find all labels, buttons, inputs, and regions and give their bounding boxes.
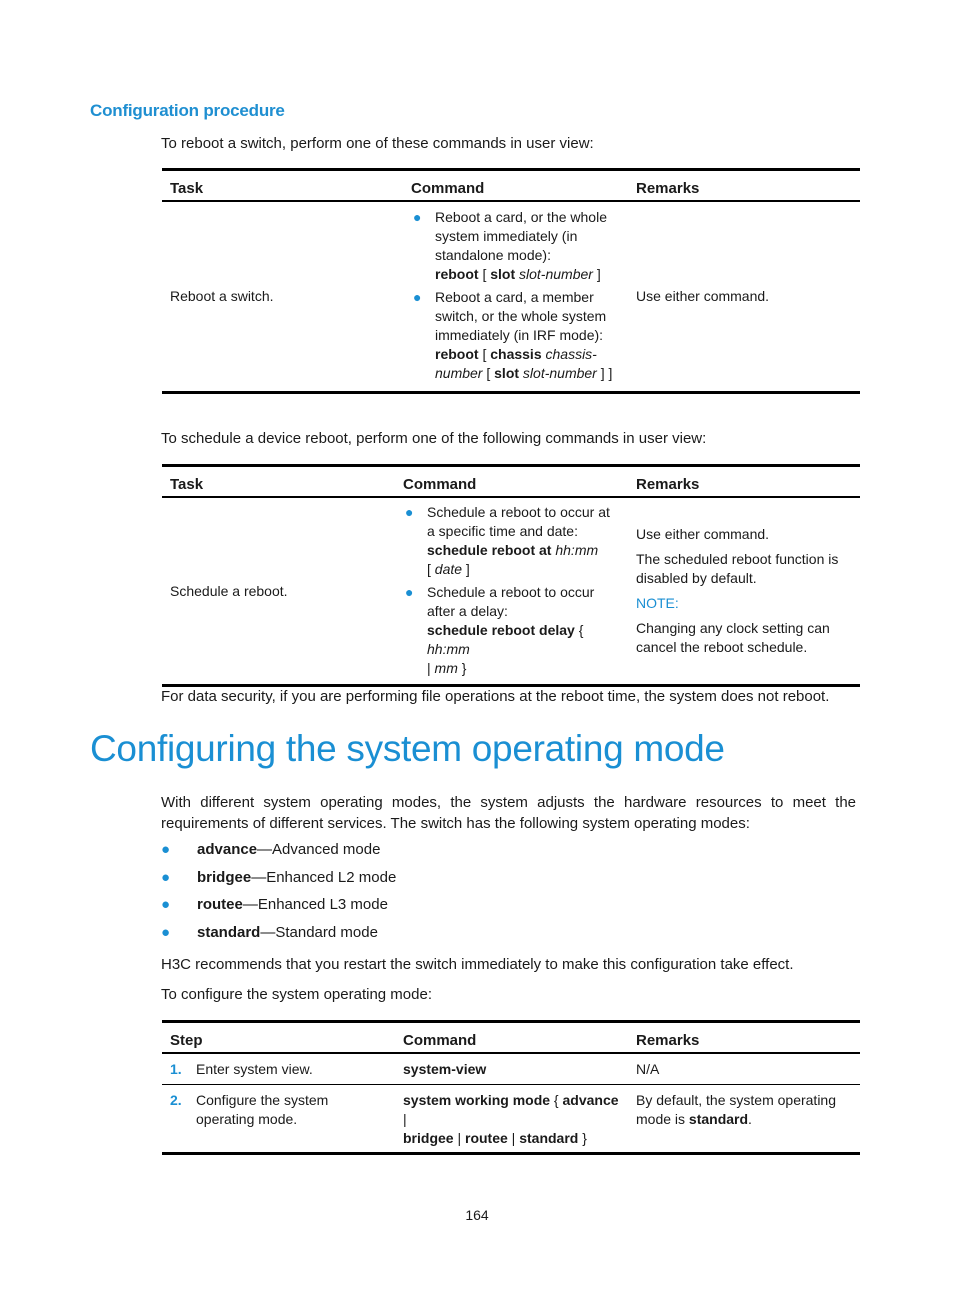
list-item: ● advance—Advanced mode bbox=[161, 838, 396, 866]
col-step: Step bbox=[162, 1022, 395, 1054]
bullet-icon: ● bbox=[405, 584, 414, 600]
col-command: Command bbox=[403, 170, 628, 202]
intro-reboot: To reboot a switch, perform one of these commands in user view: bbox=[161, 135, 594, 152]
command-cell: system working mode { advance | bridgee | routee | standard } bbox=[403, 1092, 619, 1146]
col-command: Command bbox=[395, 466, 628, 498]
list-item: ● routee—Enhanced L3 mode bbox=[161, 893, 396, 921]
configure-intro: To configure the system operating mode: bbox=[161, 986, 432, 1003]
bullet-icon: ● bbox=[405, 504, 414, 520]
bullet-icon: ● bbox=[413, 209, 422, 225]
security-note: For data security, if you are performing file operations at the reboot time, the system does not reboot. bbox=[161, 688, 830, 705]
mode-table bbox=[162, 1020, 860, 1155]
step-cell: 2. Configure the system operating mode. bbox=[170, 1092, 329, 1127]
remark-either: Use either command. bbox=[636, 526, 770, 542]
section-heading: Configuration procedure bbox=[90, 101, 285, 120]
mode-list bbox=[161, 838, 396, 948]
col-remarks: Remarks bbox=[628, 466, 860, 498]
remark-default: The scheduled reboot function is disabled by default. bbox=[636, 551, 839, 586]
bullet-icon: ● bbox=[161, 923, 171, 941]
note-label: NOTE: bbox=[636, 595, 679, 611]
task-cell: Reboot a switch. bbox=[170, 288, 274, 304]
command-cell bbox=[395, 497, 628, 686]
list-item: ● Schedule a reboot to occur after a delay: schedule reboot delay { hh:mm | mm } bbox=[405, 584, 595, 676]
table-row bbox=[162, 1085, 860, 1154]
step-number: 1. bbox=[170, 1061, 182, 1077]
bullet-icon: ● bbox=[161, 896, 171, 914]
step-cell: 1. Enter system view. bbox=[162, 1053, 395, 1085]
step-number: 2. bbox=[170, 1092, 182, 1108]
list-item: ● bridgee—Enhanced L2 mode bbox=[161, 866, 396, 894]
command-cell bbox=[403, 201, 628, 393]
bullet-icon: ● bbox=[413, 289, 422, 305]
command-cell: system-view bbox=[395, 1053, 628, 1085]
intro-schedule: To schedule a device reboot, perform one of the following commands in user view: bbox=[161, 430, 707, 447]
remarks-cell bbox=[628, 497, 860, 686]
list-item: ● Schedule a reboot to occur at a specific time and date: schedule reboot at hh:mm [ date ] bbox=[405, 504, 610, 577]
col-task: Task bbox=[162, 170, 403, 202]
bullet-icon: ● bbox=[161, 841, 171, 858]
remarks-cell: By default, the system operating mode is standard. bbox=[636, 1092, 836, 1127]
note-text: Changing any clock setting can cancel the reboot schedule. bbox=[636, 620, 830, 655]
page-title: Configuring the system operating mode bbox=[90, 728, 725, 769]
col-task: Task bbox=[162, 466, 395, 498]
page-number: 164 bbox=[465, 1207, 489, 1223]
table-row bbox=[162, 1053, 860, 1085]
col-remarks: Remarks bbox=[628, 1022, 860, 1054]
remarks-cell: Use either command. bbox=[636, 288, 770, 304]
list-item: ● Reboot a card, a member switch, or the whole system immediately (in IRF mode): reboot [ chassis chassis-number [ slot slot-number ] ] bbox=[413, 289, 613, 381]
remarks-cell: N/A bbox=[628, 1053, 860, 1085]
col-remarks: Remarks bbox=[628, 170, 860, 202]
recommend-text: H3C recommends that you restart the switch immediately to make this configuration take effect. bbox=[161, 956, 794, 973]
bullet-icon: ● bbox=[161, 868, 171, 886]
reboot-table bbox=[162, 168, 860, 394]
list-item: ● Reboot a card, or the whole system immediately (in standalone mode): reboot [ slot slot-number ] bbox=[413, 209, 607, 282]
mode-intro: With different system operating modes, the system adjusts the hardware resources to meet the requirements of different services. The switch has the following system operating modes: bbox=[161, 794, 856, 832]
task-cell: Schedule a reboot. bbox=[170, 582, 288, 599]
schedule-table bbox=[162, 464, 860, 687]
col-command: Command bbox=[395, 1022, 628, 1054]
list-item: ● standard—Standard mode bbox=[161, 921, 396, 949]
